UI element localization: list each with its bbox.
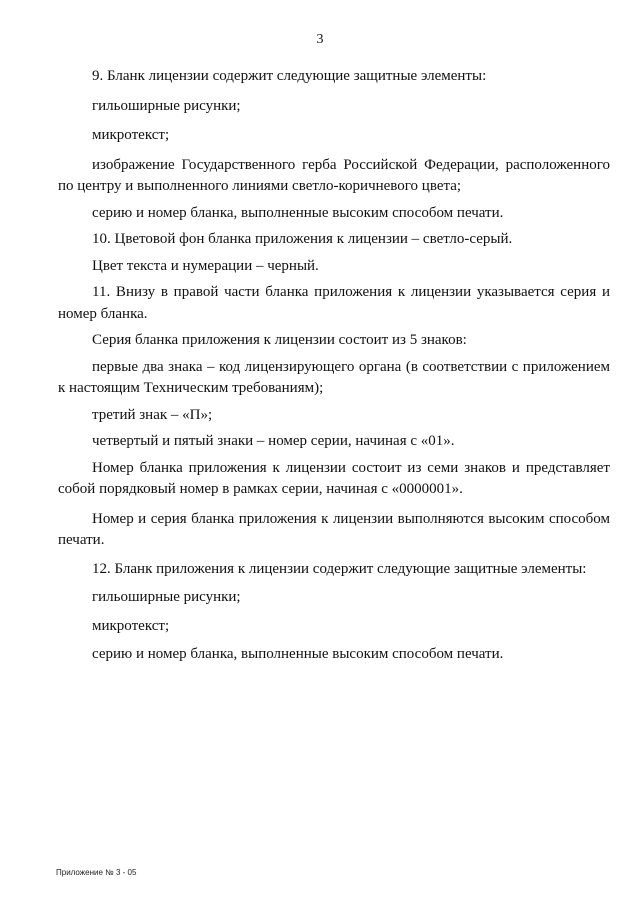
- paragraph-text: Цвет текста и нумерации – черный.: [92, 257, 319, 274]
- footer-label: Приложение № 3 - 05: [56, 868, 137, 877]
- list-item: первые два знака – код лицензирующего органа (в соответствии с приложением к настоящим Техническим требованиям);: [58, 358, 610, 396]
- document-body: [58, 66, 610, 666]
- list-item: серию и номер бланка, выполненные высоким способом печати.: [92, 646, 504, 662]
- list-item: третий знак – «П»;: [92, 406, 213, 423]
- paragraph-12-heading: 12. Бланк приложения к лицензии содержит следующие защитные элементы:: [92, 560, 587, 577]
- paragraph-text: Номер бланка приложения к лицензии состоит из семи знаков и представляет собой порядковый номер в рамках серии, начиная с «0000001».: [58, 459, 610, 497]
- list-item: серию и номер бланка, выполненные высоким способом печати.: [92, 204, 504, 221]
- list-item: изображение Государственного герба Российской Федерации, расположенного по центру и выполненного линиями светло-коричневого цвета;: [58, 156, 610, 194]
- paragraph-text: Номер и серия бланка приложения к лицензии выполняются высоким способом печати.: [58, 510, 610, 548]
- list-item: гильоширные рисунки;: [92, 97, 241, 114]
- paragraph-9-heading: 9. Бланк лицензии содержит следующие защитные элементы:: [92, 68, 487, 84]
- list-item: микротекст;: [92, 127, 170, 143]
- paragraph-11: 11. Внизу в правой части бланка приложения к лицензии указывается серия и номер бланка.: [58, 284, 610, 322]
- list-item: микротекст;: [92, 617, 170, 634]
- paragraph-10: 10. Цветовой фон бланка приложения к лицензии – светло-серый.: [92, 231, 513, 247]
- list-item: гильоширные рисунки;: [92, 589, 241, 605]
- list-item: четвертый и пятый знаки – номер серии, начиная с «01».: [92, 433, 455, 449]
- page-number: 3: [316, 32, 324, 47]
- paragraph-text: Серия бланка приложения к лицензии состоит из 5 знаков:: [92, 332, 467, 348]
